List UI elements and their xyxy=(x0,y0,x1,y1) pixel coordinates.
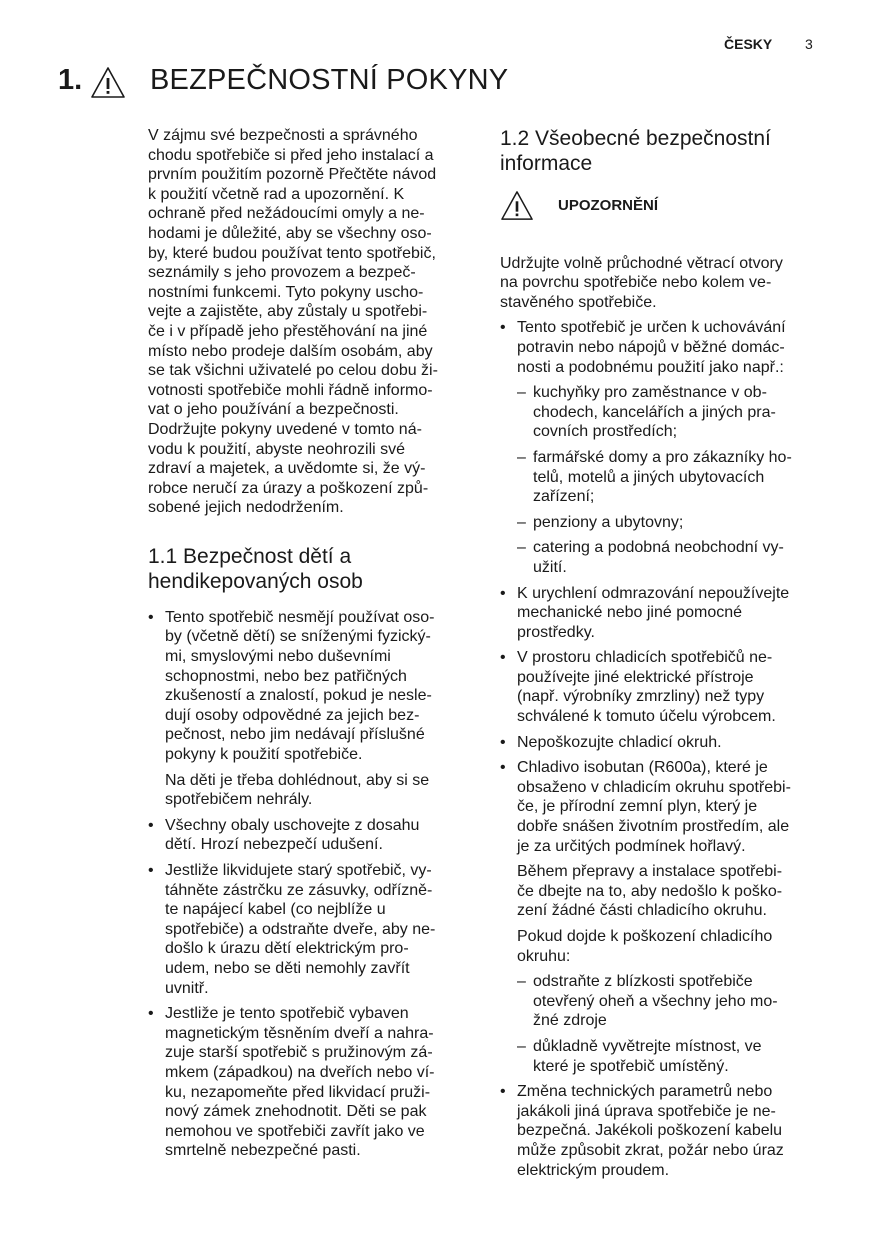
list-item-note: Na děti je třeba dohlédnout, aby si se spotřebičem nehrály. xyxy=(165,771,430,809)
chapter-number: 1. xyxy=(58,64,83,96)
sub-list-item xyxy=(517,383,830,442)
list-item xyxy=(500,318,830,377)
list-item xyxy=(148,816,478,855)
warning-notice xyxy=(500,190,830,228)
sub-list-item-text: farmářské domy a pro zákazníky ho- telů, motelů a jiných ubytovacích zařízení; xyxy=(533,448,792,506)
sub-list-item xyxy=(517,972,830,1031)
sub-list-item-text: odstraňte z blízkosti spotřebiče otevřený oheň a všechny jeho mo- žné zdroje xyxy=(533,973,778,1030)
list-item xyxy=(500,1082,830,1180)
header-language: ČESKY xyxy=(724,36,773,52)
list-item-text: K urychlení odmrazování nepoužívejte mechanické nebo jiné pomocné prostředky. xyxy=(517,584,790,641)
right-column xyxy=(500,126,830,1186)
bullet-icon: • xyxy=(500,733,506,751)
dash-icon: – xyxy=(517,448,526,466)
list-item xyxy=(500,648,830,726)
section-title: Bezpečnost dětí a hendikepovaných osob xyxy=(148,544,363,593)
bullet-icon: • xyxy=(500,759,506,777)
list-item xyxy=(148,608,478,810)
sub-list-item xyxy=(517,1037,830,1076)
dash-icon: – xyxy=(517,1037,526,1055)
chapter-title: BEZPEČNOSTNÍ POKYNY xyxy=(150,64,509,96)
list-item-text: Změna technických parametrů nebo jakákoli jiná úprava spotřebiče je ne- bezpečná. Jakékoli poškození kabelu může způsobit zkrat, požár nebo úraz elektrickým proudem. xyxy=(517,1083,784,1179)
list-item-text: Nepoškozujte chladicí okruh. xyxy=(517,733,722,751)
list-item xyxy=(500,733,830,753)
list-item xyxy=(148,1004,478,1161)
list-item-note: Během přepravy a instalace spotřebi- če dbejte na to, aby nedošlo k poško- zení žádné části chladicího okruhu. xyxy=(517,863,783,920)
bullet-icon: • xyxy=(148,816,154,834)
sub-list-item-text: kuchyňky pro zaměstnance v ob- chodech, kancelářích a jiných pra- covních prostředích; xyxy=(533,384,776,441)
dash-icon: – xyxy=(517,513,526,531)
section-title: Všeobecné bezpečnostní informace xyxy=(500,127,771,175)
dash-icon: – xyxy=(517,973,526,991)
section-1-2-heading xyxy=(500,126,830,176)
list-item xyxy=(500,584,830,643)
sub-list-item-text: penziony a ubytovny; xyxy=(533,513,684,531)
sub-list-item xyxy=(517,538,830,577)
list-item xyxy=(148,861,478,998)
list-item-text: Tento spotřebič nesmějí používat oso- by (včetně dětí) se sníženými fyzický- mi, smyslovými nebo duševními schopnostmi, nebo bez patřičných zkušeností a znalostí, pokud je nesle- dují osoby odpovědné za jejich bez- pečnost, nebo jim nedávají příslušné pokyny k použití spotřebiče. xyxy=(165,608,435,764)
left-column xyxy=(148,126,478,1167)
list-item-text: Jestliže je tento spotřebič vybaven magnetickým těsněním dveří a nahra- zuje starší spotřebič s pružinovým zá- mkem (západkou) na dveřích nebo ví- ku, nezapomeňte před likvidací pruži- nový zámek znehodnotit. Děti se pak nemohou ve spotřebiči zavřít jako ve smrtelně nebezpečné pasti. xyxy=(165,1005,435,1160)
list-item-text: V prostoru chladicích spotřebičů ne- používejte jiné elektrické přístroje (např. výrobníky zmrzliny) než typy schválené k tomuto účelu výrobcem. xyxy=(517,649,776,726)
sub-list-item xyxy=(517,448,830,507)
section-number: 1.1 xyxy=(148,544,178,568)
list-item xyxy=(500,758,830,966)
bullet-icon: • xyxy=(500,649,506,667)
list-item-note: Pokud dojde k poškození chladicího okruhu: xyxy=(517,928,773,965)
sub-list-item xyxy=(517,513,830,533)
bullet-icon: • xyxy=(500,1083,506,1101)
bullet-icon: • xyxy=(500,319,506,337)
list-item-text: Tento spotřebič je určen k uchovávání potravin nebo nápojů v běžné domác- nosti a podobnému použití jako např.: xyxy=(517,319,786,376)
warning-triangle-icon xyxy=(90,66,126,105)
bullet-icon: • xyxy=(148,608,154,626)
bullet-icon: • xyxy=(148,862,154,879)
warning-label: UPOZORNĚNÍ xyxy=(558,197,659,214)
bullet-icon: • xyxy=(500,584,506,602)
warning-triangle-icon xyxy=(500,190,534,228)
list-item-text: Chladivo isobutan (R600a), které je obsaženo v chladicím okruhu spotřebi- če, je přírodní zemní plyn, který je dobře snášen životním prostředím, ale je za určitých podmínek hořlavý. xyxy=(517,759,791,855)
sub-list-item-text: catering a podobná neobchodní vy- užití. xyxy=(533,539,784,576)
bullet-icon: • xyxy=(148,1005,154,1023)
sub-list-item-text: důkladně vyvětrejte místnost, ve které je spotřebič umístěný. xyxy=(533,1037,762,1075)
section-number: 1.2 xyxy=(500,127,530,150)
section-1-1-heading xyxy=(148,544,478,594)
dash-icon: – xyxy=(517,539,526,557)
intro-paragraph: Udržujte volně průchodné větrací otvory na povrchu spotřebiče nebo kolem ve- stavěného spotřebiče. xyxy=(500,254,783,311)
page-number: 3 xyxy=(805,36,813,52)
dash-icon: – xyxy=(517,384,526,402)
list-item-text: Jestliže likvidujete starý spotřebič, vy- táhněte zástrčku ze zásuvky, odřízně- te napájecí kabel (co nejblíže u spotřebiče) a odstraňte dveře, aby ne- došlo k úrazu dětí elektrickým pro- udem, nebo se děti nemohly zavřít uvnitř. xyxy=(165,862,436,997)
list-item-text: Všechny obaly uschovejte z dosahu dětí. Hrozí nebezpečí udušení. xyxy=(165,816,420,854)
intro-paragraph: V zájmu své bezpečnosti a správného chodu spotřebiče si před jeho instalací a prvním použitím pozorně Přečtěte návod k použití včetně rad a upozornění. K ochraně před nežádoucími omyly a ne- hodami je důležité, aby se všechny oso- by, které budou používat tento spotřebič, seznámily s jeho provozem a bezpeč- nostními funkcemi. Tyto pokyny uscho- vejte a zajistěte, aby zůstaly u spotřebi- če i v případě jeho přestěhování na jiné místo nebo prodeje dalším osobám, aby se tak všichni uživatelé po celou dobu ži- votnosti spotřebiče mohli řádně informo- vat o jeho používání a bezpečnosti. Dodržujte pokyny uvedené v tomto ná- vodu k použití, abyste neohrozili své zdraví a majetek, a uvědomte si, že vý- robce neručí za úrazy a poškození způ- sobené jejich nedodržením. xyxy=(148,127,438,517)
